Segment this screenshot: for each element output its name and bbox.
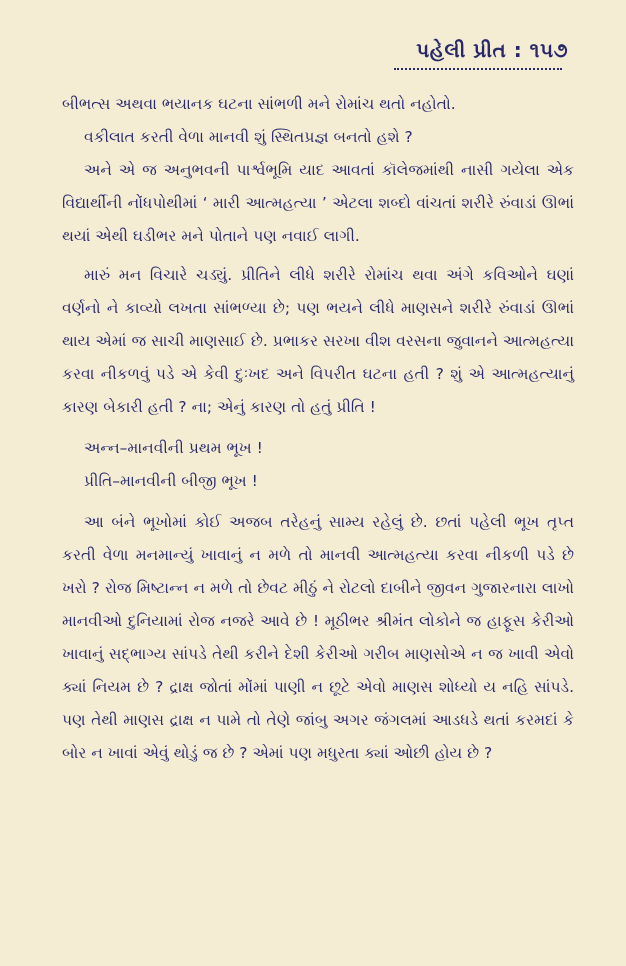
dotted-rule (394, 68, 562, 70)
paragraph-5: આ બંને ભૂખોમાં કોઈ અજબ તરેહનું સામ્ય રહેલું છે. છતાં પહેલી ભૂખ તૃપ્ત કરતી વેળા મનમાન્યું ખાવાનું ન મળે તો માનવી આત્મહત્યા કરવા નીકળી પડે છે ખરો ? રોજ મિષ્ટાન્ન ન મળે તો છેવટ મીઠું ને રોટલો દાબીને જીવન ગુજારનારા લાખો માનવીઓ દુનિયામાં રોજ નજરે આવે છે ! મૂઠીભર શ્રીમંત લોકોને જ હાફૂસ કેરીઓ ખાવાનું સદ્ભાગ્ય સાંપડે તેથી કરીને દેશી કેરીઓ ગરીબ માણસોએ ન જ ખાવી એવો ક્યાં નિયમ છે ? દ્રાક્ષ જોતાં મોંમાં પાણી ન છૂટે એવો માણસ શોધ્યો ય નહિ સાંપડે. પણ તેથી માણસ દ્રાક્ષ ન પામે તો તેણે જાંબુ અગર જંગલમાં આડધડે થતાં કરમદાં કે બોર ન ખાવાં એવું થોડું જ છે ? એમાં પણ મધુરતા ક્યાં ઓછી હોય છે ? (62, 513, 574, 762)
verse-line-2: પ્રીતિ–માનવીની બીજી ભૂખ ! (84, 472, 258, 490)
running-head: પહેલી પ્રીત : ૧૫૭ (416, 38, 568, 62)
paragraph-2: વકીલાત કરતી વેળા માનવી શું સ્થિતપ્રજ્ઞ બનતો હશે ? (84, 128, 413, 146)
verse-block (84, 432, 574, 498)
paragraph-1: બીભત્સ અથવા ભયાનક ઘટના સાંભળી મને રોમાંચ થતો નહોતો. (62, 95, 456, 113)
body-text (62, 88, 574, 770)
page-header (62, 38, 574, 70)
paragraph-3: અને એ જ અનુભવની પાર્શ્વભૂમિ યાદ આવતાં કૉલેજમાંથી નાસી ગયેલા એક વિદ્યાર્થીની નોંધપોથીમાં ‘ મારી આત્મહત્યા ’ એટલા શબ્દો વાંચતાં શરીરે રુંવાડાં ઊભાં થયાં એથી ઘડીભર મને પોતાને પણ નવાઈ લાગી. (62, 161, 574, 245)
verse-line-1: અન્ન–માનવીની પ્રથમ ભૂખ ! (84, 439, 263, 457)
paragraph-4: મારું મન વિચારે ચડ્યું. પ્રીતિને લીધે શરીરે રોમાંચ થવા અંગે કવિઓને ઘણાં વર્ણનો ને કાવ્યો લખતા સાંભળ્યા છે; પણ ભયને લીધે માણસને શરીરે રુંવાડાં ઊભાં થાય એમાં જ સાચી માણસાઈ છે. પ્રભાકર સરખા વીશ વરસના જુવાનને આત્મહત્યા કરવા નીકળવું પડે એ કેવી દુઃખદ અને વિપરીત ઘટના હતી ? શું એ આત્મહત્યાનું કારણ બેકારી હતી ? ના; એનું કારણ તો હતું પ્રીતિ ! (62, 266, 574, 416)
